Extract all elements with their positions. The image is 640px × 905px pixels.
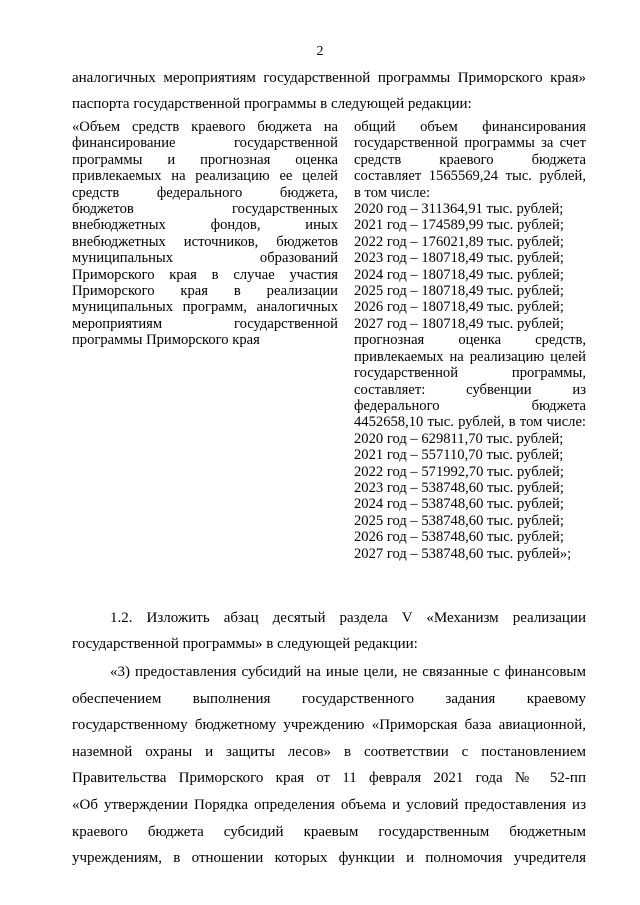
right-column-line: 2020 год – 311364,91 тыс. рублей;: [354, 201, 564, 218]
right-column-line: привлекаемых на реализацию целей: [354, 348, 586, 365]
right-column-line: 2025 год – 180718,49 тыс. рублей;: [354, 283, 564, 300]
right-column-line: средств краевого бюджета: [354, 151, 586, 168]
left-column-line: бюджетов государственных: [72, 201, 338, 218]
right-column-line: 2025 год – 538748,60 тыс. рублей;: [354, 512, 564, 529]
right-column-line: 2027 год – 538748,60 тыс. рублей»;: [354, 545, 572, 562]
body-line: обеспечением выполнения государственного задания краевому: [72, 691, 586, 707]
body-line: учреждениям, в отношении которых функции и полномочия учредителя: [72, 850, 586, 866]
left-column-line: муниципальных программ, аналогичных: [72, 299, 338, 316]
right-column-line: 2022 год – 571992,70 тыс. рублей;: [354, 463, 564, 480]
page-number: 2: [316, 44, 324, 59]
right-column-line: государственной программы,: [354, 365, 586, 382]
left-column-line: Приморского края в реализации: [72, 283, 338, 300]
right-column-line: государственной программы за счет: [354, 135, 586, 152]
body-line: государственной программы» в следующей редакции:: [72, 636, 418, 652]
body-line: «Об утверждении Порядка определения объема и условий предоставления из: [72, 797, 586, 813]
right-column-line: 2024 год – 180718,49 тыс. рублей;: [354, 266, 564, 283]
right-column-line: 2022 год – 176021,89 тыс. рублей;: [354, 233, 564, 250]
intro-line-1: аналогичных мероприятиям государственной программы Приморского края»: [72, 70, 586, 86]
body-line: государственному бюджетному учреждению «Приморская база авиационной,: [72, 717, 586, 733]
body-line: «3) предоставления субсидий на иные цели, не связанные с финансовым: [110, 664, 586, 680]
right-column-line: 2021 год – 174589,99 тыс. рублей;: [354, 217, 564, 234]
left-column-line: «Объем средств краевого бюджета на: [72, 119, 338, 135]
left-column-line: средств федерального бюджета,: [72, 184, 338, 201]
passport-right-column: [354, 119, 586, 562]
left-column-line: муниципальных образований: [72, 250, 338, 267]
left-column-line: внебюджетных фондов, иных: [72, 217, 338, 234]
right-column-line: федерального бюджета: [354, 397, 586, 414]
right-column-line: составляет: субвенции из: [354, 381, 586, 398]
right-column-line: в том числе:: [354, 184, 431, 201]
left-column-line: Приморского края в случае участия: [72, 266, 338, 283]
left-column-line: мероприятиям государственной: [72, 315, 338, 332]
right-column-line: 2026 год – 180718,49 тыс. рублей;: [354, 299, 564, 316]
right-column-line: 2020 год – 629811,70 тыс. рублей;: [354, 430, 564, 447]
left-column-line: программы и прогнозная оценка: [72, 151, 338, 168]
body-line: наземной охраны и защиты лесов» в соответствии с постановлением: [72, 744, 586, 760]
passport-left-column: [72, 119, 338, 349]
left-column-line: привлекаемых на реализацию ее целей: [72, 168, 338, 185]
right-column-line: 2024 год – 538748,60 тыс. рублей;: [354, 496, 564, 513]
right-column-line: 2021 год – 557110,70 тыс. рублей;: [354, 447, 564, 464]
body-line: 1.2. Изложить абзац десятый раздела V «Механизм реализации: [110, 610, 586, 626]
right-column-line: 4452658,10 тыс. рублей, в том числе:: [354, 414, 586, 431]
right-column-line: 2027 год – 180718,49 тыс. рублей;: [354, 315, 564, 332]
right-column-line: 2026 год – 538748,60 тыс. рублей;: [354, 529, 564, 546]
body-line: Правительства Приморского края от 11 февраля 2021 года № 52-пп: [72, 770, 586, 786]
left-column-line: программы Приморского края: [72, 332, 260, 349]
right-column-line: общий объем финансирования: [354, 119, 586, 135]
body-line: краевого бюджета субсидий краевым государственным бюджетным: [72, 824, 586, 840]
left-column-line: внебюджетных источников, бюджетов: [72, 233, 338, 250]
right-column-line: 2023 год – 538748,60 тыс. рублей;: [354, 479, 564, 496]
right-column-line: составляет 1565569,24 тыс. рублей,: [354, 168, 586, 185]
right-column-line: прогнозная оценка средств,: [354, 332, 586, 349]
right-column-line: 2023 год – 180718,49 тыс. рублей;: [354, 250, 564, 267]
intro-line-2: паспорта государственной программы в следующей редакции:: [72, 96, 472, 112]
left-column-line: финансирование государственной: [72, 135, 338, 152]
